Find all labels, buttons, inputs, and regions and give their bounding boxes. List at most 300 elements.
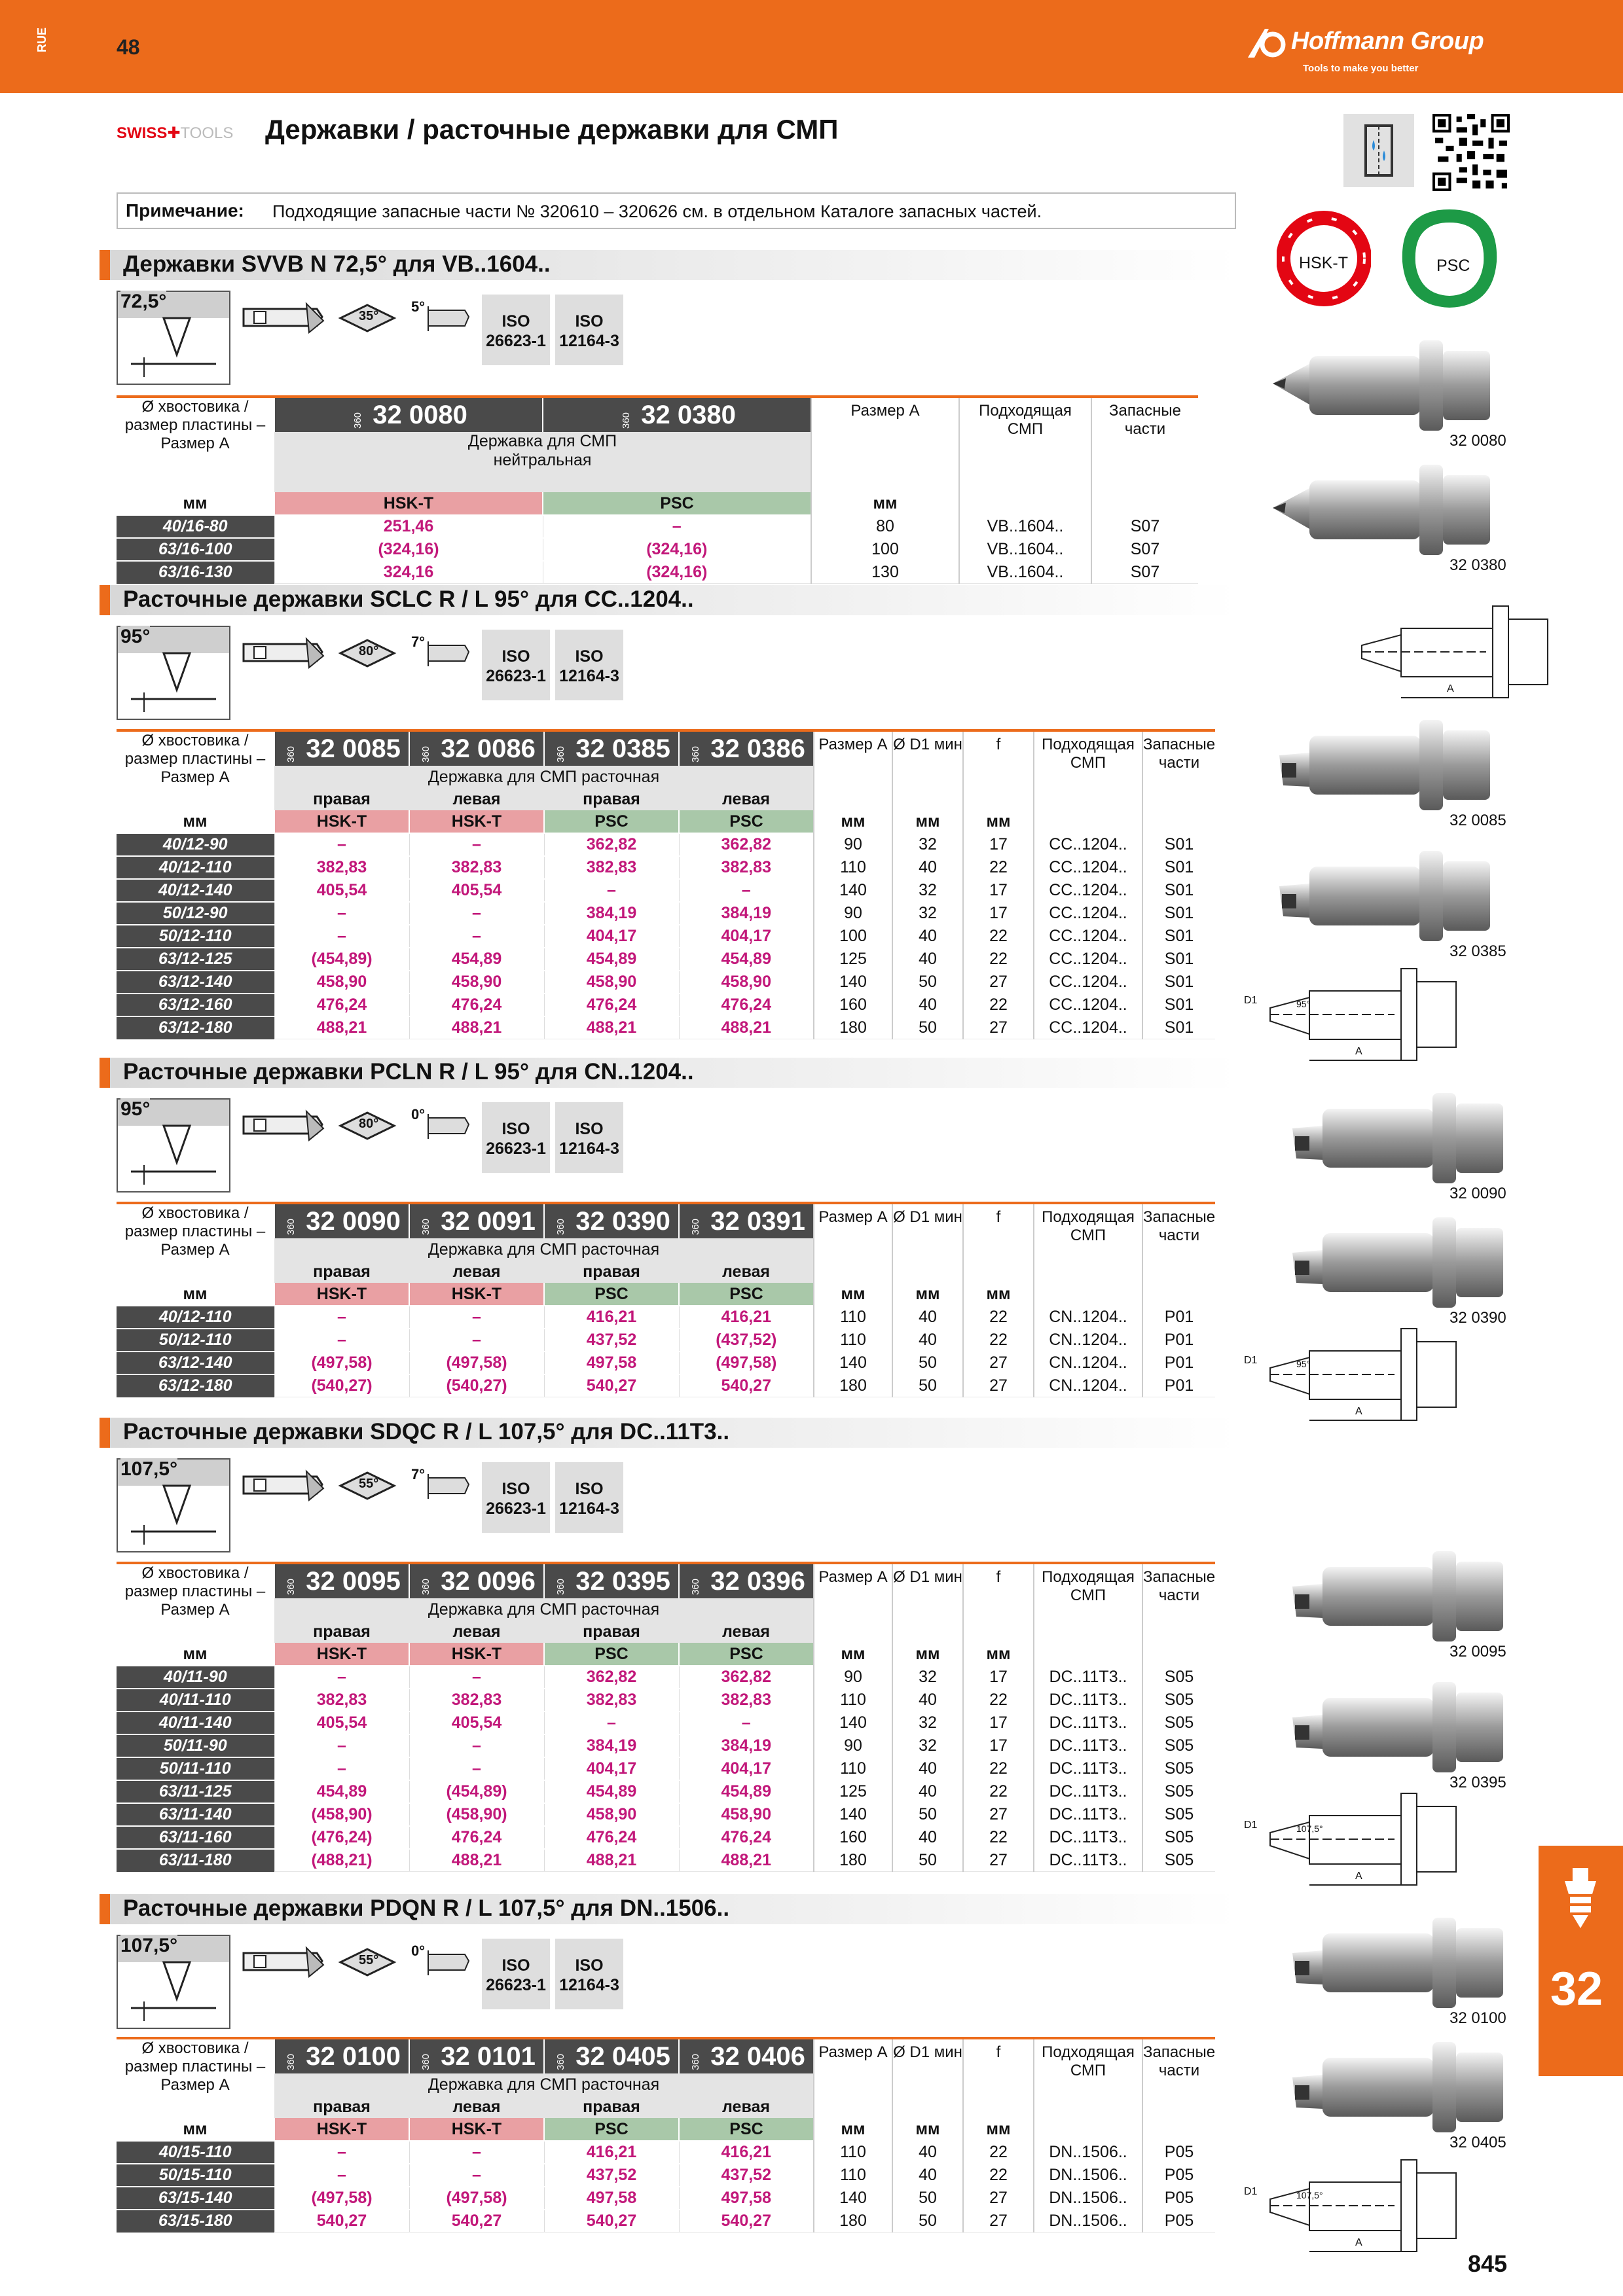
column-header: f [963,2038,1034,2118]
table-cell: DC..11T3.. [1034,1666,1142,1689]
price-cell: 476,24 [679,1826,814,1849]
unit-label: мм [814,1643,892,1666]
size-cell: 63/12-160 [117,994,274,1016]
table-cell: 40 [892,994,963,1016]
table-cell: DC..11T3.. [1034,1849,1142,1872]
article-number[interactable]: 32 0391 [710,1206,805,1236]
article-number[interactable]: 32 0080 [373,400,467,429]
unit-label: мм [963,1643,1034,1666]
article-number-cell [409,1563,544,1598]
article-number[interactable]: 32 0096 [441,1566,536,1596]
price-cell: 405,54 [274,879,409,902]
interface-type: HSK-T [274,2118,409,2141]
interface-type: PSC [679,810,814,833]
size-cell: 63/12-180 [117,1016,274,1039]
price-cell: 416,21 [679,2141,814,2164]
section-title: Расточные державки SCLC R / L 95° для CC..1204.. [123,586,694,612]
size-cell: 40/12-90 [117,833,274,856]
table-row[interactable] [117,2164,1215,2187]
article-number[interactable]: 32 0085 [306,734,401,763]
page-number-left: 48 [117,35,140,59]
size-cell: 63/12-140 [117,1352,274,1374]
size-cell: 40/12-140 [117,879,274,902]
swisstools-logo: SWISS✚TOOLS [117,124,234,142]
table-row[interactable] [117,1757,1215,1780]
table-cell: 27 [963,1849,1034,1872]
price-cell: 454,89 [409,948,544,971]
column-header: Подходящая СМП [1034,1203,1142,1283]
column-header: Ø D1 мин [892,730,963,810]
drawing-d1-label: D1 [1244,995,1258,1006]
price-cell: 382,83 [274,856,409,879]
table-cell: 22 [963,1329,1034,1352]
price-cell: 362,82 [679,1666,814,1689]
table-row[interactable] [117,1849,1215,1872]
article-number-cell [274,397,543,432]
price-cell: 437,52 [544,1329,679,1352]
tool-lead-angle: 107,5° [120,1458,178,1480]
table-cell: 160 [814,994,892,1016]
price-cell: (454,89) [274,948,409,971]
table-row[interactable] [117,2187,1215,2210]
article-number-cell [543,397,811,432]
hand-label: левая [679,1621,814,1643]
price-cell: – [409,902,544,925]
price-cell: – [274,1329,409,1352]
tool-lead-angle: 72,5° [120,291,167,312]
product-image [1283,1080,1519,1191]
table-cell: 40 [892,1329,963,1352]
size-cell: 40/12-110 [117,856,274,879]
article-prefix: 360 [555,1578,567,1595]
table-cell: VB..1604.. [959,561,1091,584]
table-cell: S01 [1142,856,1215,879]
qr-code-icon[interactable] [1432,114,1510,191]
table-row[interactable] [117,925,1215,948]
table-cell: S07 [1091,561,1198,584]
price-cell: – [274,1734,409,1757]
holder-description: Державка для СМП расточная [274,766,814,788]
insert-angle-label: 55° [359,1953,379,1967]
holder-description: Державка для СМП расточная [274,2073,814,2096]
price-cell: 404,17 [544,1757,679,1780]
price-cell: 437,52 [679,2164,814,2187]
interface-type: HSK-T [409,810,544,833]
article-number[interactable]: 32 0405 [575,2041,670,2071]
section-title: Расточные державки SDQC R / L 107,5° для DC..11T3.. [123,1419,730,1444]
table-cell: 90 [814,833,892,856]
price-cell: 540,27 [409,2210,544,2233]
article-prefix: 360 [420,745,432,762]
drawing-angle-label: 107,5° [1296,1823,1323,1834]
table-cell: 40 [892,925,963,948]
article-number[interactable]: 32 0406 [710,2041,805,2071]
table-row[interactable] [117,1712,1215,1734]
article-number-cell [544,730,679,766]
interface-type: PSC [679,1643,814,1666]
table-cell: P05 [1142,2164,1215,2187]
column-header: Подходящая СМП [1034,730,1142,810]
price-cell: – [409,1306,544,1329]
iso-standard-box: ISO 26623-1 [482,1462,550,1533]
table-row[interactable] [117,1826,1215,1849]
price-cell: 458,90 [544,1803,679,1826]
hand-label: левая [679,2096,814,2118]
table-cell: S05 [1142,1757,1215,1780]
iso-standard-box: ISO 12164-3 [555,1939,623,2009]
unit-label: мм [963,2118,1034,2141]
price-cell: (488,21) [274,1849,409,1872]
column-header: Запасные части [1142,1563,1215,1643]
interface-type: HSK-T [409,1283,544,1306]
table-cell: S05 [1142,1734,1215,1757]
table-type-row [117,1643,1215,1666]
section-title: Расточные державки PCLN R / L 95° для CN..1204.. [123,1059,694,1085]
size-cell: 63/11-125 [117,1780,274,1803]
table-cell: 22 [963,994,1034,1016]
iso-standard-box: ISO 12164-3 [555,295,623,365]
insert-angle-label: 55° [359,1477,379,1491]
price-cell: (324,16) [274,538,543,561]
article-number[interactable]: 32 0386 [710,734,805,763]
size-cell: 40/15-110 [117,2141,274,2164]
table-row[interactable] [117,2210,1215,2233]
table-cell: 140 [814,1352,892,1374]
table-cell: S05 [1142,1826,1215,1849]
unit-label: мм [892,1643,963,1666]
chapter-tab[interactable] [1539,1846,1623,2076]
table-cell: DC..11T3.. [1034,1689,1142,1712]
drawing-a-label: A [1355,2237,1362,2248]
hand-label: правая [274,2096,409,2118]
price-cell: 416,21 [544,1306,679,1329]
price-cell: 454,89 [544,1780,679,1803]
table-cell: S01 [1142,925,1215,948]
table-cell: DC..11T3.. [1034,1734,1142,1757]
column-header: Запасные части [1142,2038,1215,2118]
price-cell: 488,21 [679,1849,814,1872]
price-table [117,1562,1215,1872]
table-cell: 17 [963,833,1034,856]
price-cell: 540,27 [544,1374,679,1397]
table-row[interactable] [117,833,1215,856]
product-image [1283,2029,1519,2140]
table-row[interactable] [117,2141,1215,2164]
table-cell: CN..1204.. [1034,1374,1142,1397]
article-number[interactable]: 32 0390 [575,1206,670,1236]
table-cell: 90 [814,1666,892,1689]
size-cell: 40/12-110 [117,1306,274,1329]
table-cell: VB..1604.. [959,515,1091,538]
section-title-bar [100,1894,110,1924]
unit-label [1034,1643,1142,1666]
table-cell: DN..1506.. [1034,2164,1142,2187]
article-number[interactable]: 32 0086 [441,734,536,763]
table-cell: 32 [892,1734,963,1757]
article-prefix: 360 [285,2053,297,2070]
note-text: Подходящие запасные части № 320610 – 320626 см. в отдельном Каталоге запасных частей. [272,202,1042,221]
table-cell: 50 [892,1849,963,1872]
column-header: Запасные части [1142,1203,1215,1283]
unit-label [1142,1283,1215,1306]
unit-label [1142,1643,1215,1666]
price-cell: 488,21 [274,1016,409,1039]
price-cell: – [409,1757,544,1780]
table-cell: DN..1506.. [1034,2141,1142,2164]
article-number-cell [274,730,409,766]
table-row[interactable] [117,994,1215,1016]
table-cell: S05 [1142,1689,1215,1712]
table-type-row [117,1283,1215,1306]
table-cell: 90 [814,902,892,925]
section-title-bar [100,250,110,280]
column-header: Запасные части [1142,730,1215,810]
table-cell: 130 [811,561,959,584]
size-cell: 63/16-130 [117,561,274,584]
price-cell: (497,58) [274,1352,409,1374]
column-header: f [963,730,1034,810]
price-cell: (497,58) [409,2187,544,2210]
table-cell: 50 [892,971,963,994]
column-header: Ø D1 мин [892,1563,963,1643]
section-title-bar [100,585,110,615]
drawing-d1-label: D1 [1244,1820,1258,1831]
table-cell: 17 [963,1666,1034,1689]
holder-description: Державка для СМП нейтральная [274,432,811,470]
table-cell: 50 [892,1803,963,1826]
table-row[interactable] [117,948,1215,971]
interface-type: PSC [543,492,811,515]
table-row[interactable] [117,1666,1215,1689]
table-row[interactable] [117,538,1198,561]
table-cell: 160 [814,1826,892,1849]
size-cell: 50/12-110 [117,1329,274,1352]
table-cell: P01 [1142,1329,1215,1352]
table-cell: S01 [1142,1016,1215,1039]
price-cell: – [679,879,814,902]
holder-sketch-icon [241,1465,326,1507]
table-cell: 40 [892,1689,963,1712]
price-cell: 454,89 [544,948,679,971]
price-cell: 476,24 [544,994,679,1016]
table-cell: 40 [892,1826,963,1849]
page-title: Державки / расточные державки для СМП [265,114,839,145]
price-cell: 454,89 [274,1780,409,1803]
article-number[interactable]: 32 0101 [441,2041,536,2071]
section-title-bar [100,1058,110,1088]
price-cell: 458,90 [409,971,544,994]
table-row[interactable] [117,856,1215,879]
table-cell: 22 [963,925,1034,948]
table-cell: 40 [892,1757,963,1780]
interface-type: HSK-T [409,1643,544,1666]
holder-sketch-icon [241,632,326,674]
table-cell: 140 [814,1803,892,1826]
table-cell: 22 [963,1826,1034,1849]
product-image-caption: 32 0095 [1450,1643,1506,1660]
table-head-label: Ø хвостовика / размер пластины – Размер А [117,1203,274,1283]
article-number[interactable]: 32 0090 [306,1206,401,1236]
article-number[interactable]: 32 0395 [575,1566,670,1596]
table-row[interactable] [117,1352,1215,1374]
table-cell: 27 [963,2210,1034,2233]
price-cell: 458,90 [544,971,679,994]
brand-logo [1245,25,1507,84]
size-cell: 40/11-110 [117,1689,274,1712]
table-cell: P01 [1142,1352,1215,1374]
product-image [1270,452,1506,563]
price-cell: 382,83 [274,1689,409,1712]
hand-label: правая [544,1621,679,1643]
interface-type: PSC [544,1283,679,1306]
price-cell: 476,24 [679,994,814,1016]
table-cell: CN..1204.. [1034,1329,1142,1352]
price-cell: 382,83 [679,856,814,879]
product-image-caption: 32 0100 [1450,2009,1506,2027]
price-cell: 476,24 [409,1826,544,1849]
article-prefix: 360 [420,2053,432,2070]
table-row[interactable] [117,971,1215,994]
interface-type: PSC [544,1643,679,1666]
table-cell: 100 [811,538,959,561]
article-number[interactable]: 32 0100 [306,2041,401,2071]
table-row[interactable] [117,1306,1215,1329]
table-row[interactable] [117,515,1198,538]
article-number-cell [409,2038,544,2073]
price-cell: – [274,833,409,856]
drawing-angle-label: 95° [1296,999,1311,1009]
price-cell: 497,58 [544,2187,679,2210]
price-cell: 384,19 [679,902,814,925]
article-number[interactable]: 32 0396 [710,1566,805,1596]
hand-label: левая [409,2096,544,2118]
article-prefix: 360 [555,2053,567,2070]
table-cell: S05 [1142,1780,1215,1803]
hand-label: правая [544,2096,679,2118]
table-row[interactable] [117,1780,1215,1803]
price-cell: – [274,925,409,948]
price-cell: 540,27 [274,2210,409,2233]
table-cell: 50 [892,2210,963,2233]
article-prefix: 360 [285,745,297,762]
table-cell: DC..11T3.. [1034,1803,1142,1826]
article-number-cell [544,1203,679,1238]
brand-slogan: Tools to make you better [1303,63,1419,74]
hand-label: левая [679,788,814,810]
table-cell: S05 [1142,1803,1215,1826]
price-cell: – [409,1734,544,1757]
size-cell: 63/12-125 [117,948,274,971]
price-cell: (540,27) [274,1374,409,1397]
table-row[interactable] [117,1374,1215,1397]
price-cell: 384,19 [679,1734,814,1757]
table-cell: 32 [892,902,963,925]
table-row[interactable] [117,902,1215,925]
price-cell: 416,21 [679,1306,814,1329]
coolant-icon [1343,114,1414,187]
brand-mark-icon [1245,25,1288,62]
product-image [1270,707,1506,818]
column-header: Размер А [814,1203,892,1283]
unit-label: мм [963,1283,1034,1306]
note-box [117,192,1236,229]
size-cell: 50/12-90 [117,902,274,925]
article-number[interactable]: 32 0091 [441,1206,536,1236]
table-cell: DC..11T3.. [1034,1757,1142,1780]
product-image [1283,1538,1519,1649]
table-cell: 17 [963,879,1034,902]
article-number[interactable]: 32 0380 [641,400,736,429]
holder-description: Державка для СМП расточная [274,1238,814,1261]
table-cell: 50 [892,2187,963,2210]
article-number[interactable]: 32 0095 [306,1566,401,1596]
price-cell: 488,21 [409,1016,544,1039]
interface-type: HSK-T [274,810,409,833]
table-cell: 27 [963,1016,1034,1039]
unit-label: мм [892,1283,963,1306]
tool-lead-angle: 107,5° [120,1935,178,1956]
unit-label: мм [183,1284,208,1303]
product-image [1270,327,1506,439]
unit-label [1091,492,1198,515]
price-cell: 404,17 [544,925,679,948]
section-title: Державки SVVB N 72,5° для VB..1604.. [123,251,551,277]
hand-label: правая [544,788,679,810]
price-table [117,2037,1215,2233]
product-image-caption: 32 0085 [1450,812,1506,829]
column-header: Ø D1 мин [892,2038,963,2118]
hand-label: правая [274,1261,409,1283]
size-cell: 40/11-90 [117,1666,274,1689]
product-image-caption: 32 0405 [1450,2134,1506,2151]
table-cell: 40 [892,948,963,971]
column-header: Подходящая СМП [1034,1563,1142,1643]
table-row[interactable] [117,1803,1215,1826]
article-prefix: 360 [690,1578,702,1595]
table-cell: 32 [892,833,963,856]
table-cell: 140 [814,2187,892,2210]
brand-name: Hoffmann Group [1291,27,1484,55]
table-row[interactable] [117,561,1198,584]
table-cell: 50 [892,1374,963,1397]
table-row[interactable] [117,1329,1215,1352]
column-header: Запасные части [1091,397,1198,492]
price-cell: 488,21 [544,1016,679,1039]
clearance-angle-label: 7° [411,1466,426,1482]
article-number[interactable]: 32 0385 [575,734,670,763]
column-header: Подходящая СМП [1034,2038,1142,2118]
price-cell: (458,90) [409,1803,544,1826]
table-cell: 110 [814,1757,892,1780]
holder-sketch-icon [241,297,326,339]
table-row[interactable] [117,1734,1215,1757]
price-cell: 384,19 [544,902,679,925]
table-row[interactable] [117,879,1215,902]
price-cell: (540,27) [409,1374,544,1397]
table-cell: 50 [892,1016,963,1039]
table-row[interactable] [117,1689,1215,1712]
table-cell: 50 [892,1352,963,1374]
table-cell: 22 [963,1306,1034,1329]
unit-label [1034,2118,1142,2141]
article-number-cell [679,1203,814,1238]
table-cell: CC..1204.. [1034,879,1142,902]
price-cell: 405,54 [409,879,544,902]
table-cell: 110 [814,2141,892,2164]
language-code: RUE [35,27,48,52]
table-row[interactable] [117,1016,1215,1039]
article-number-cell [409,730,544,766]
